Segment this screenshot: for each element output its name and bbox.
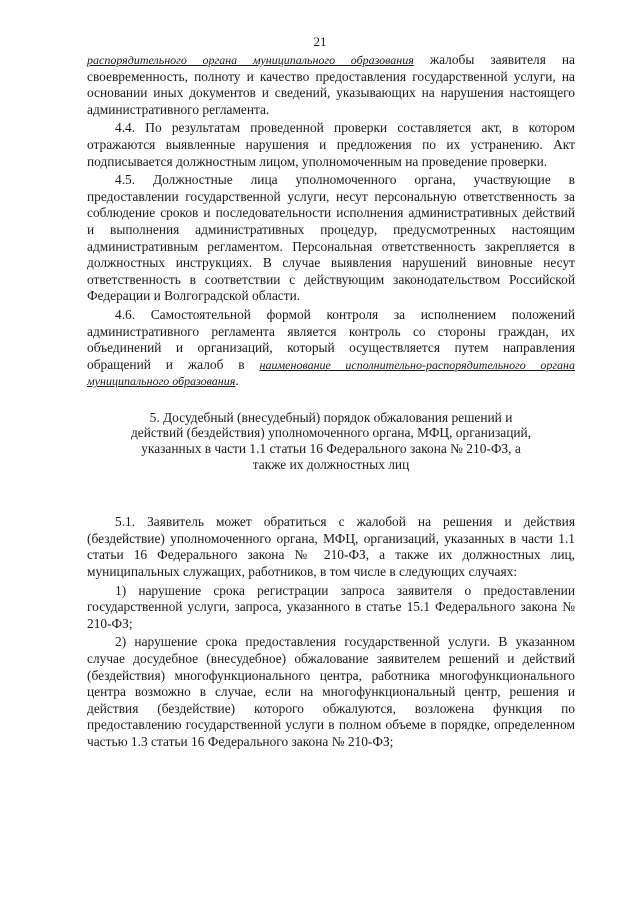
paragraph-end: .	[235, 373, 239, 389]
section-heading: 5. Досудебный (внесудебный) порядок обжалования решений и действий (бездействия) уполномоченного органа, МФЦ, организаций, указанных в части 1.1 статьи 16 Федерального закона № 210-ФЗ, а также их должностных лиц	[130, 409, 532, 472]
italic-placeholder: распорядительного органа муниципального образования	[87, 53, 414, 67]
paragraph-4-4: 4.4. По результатам проведенной проверки составляется акт, в котором отражаются выявленные нарушения и предложения по их устранению. Акт подписывается должностным лицом, уполномоченным на проведение проверки.	[87, 120, 575, 169]
italic-placeholder: наименование исполнительно-распорядительного органа муниципального образования	[87, 357, 575, 389]
document-body	[87, 52, 575, 751]
paragraph-5-1: 5.1. Заявитель может обратиться с жалобой на решения и действия (бездействие) уполномоченного органа, МФЦ, организаций, указанных в части 1.1 статьи 16 Федерального закона № 210-ФЗ, а также их должностных лиц, муниципальных служащих, работников, в том числе в следующих случаях:	[87, 514, 575, 580]
list-item-2: 2) нарушение срока предоставления государственной услуги. В указанном случае досудебное (внесудебное) обжалование заявителем решений и действий (бездействия) многофункционального центра, работника многофункционального центра возможно в случае, если на многофункциональный центр, решения и действия (бездействие) которого обжалуются, возложена функция по предоставлению государственной услуги в полном объеме в порядке, определенном частью 1.3 статьи 16 Федерального закона № 210-ФЗ;	[87, 634, 575, 749]
paragraph-4-5: 4.5. Должностные лица уполномоченного органа, участвующие в предоставлении государственной услуги, несут персональную ответственность за соблюдение сроков и последовательности исполнения административных действий и выполнения административных процедур, предусмотренных настоящим административным регламентом. Персональная ответственность закрепляется в должностных инструкциях. В случае выявления нарушений виновные несут ответственность в соответствии с действующим законодательством Российской Федерации и Волгоградской области.	[87, 172, 575, 304]
paragraph-4-6	[87, 307, 575, 390]
paragraph-text: жалобы заявителя на своевременность, полноту и качество предоставления государственной услуги, на основании иных документов и сведений, указывающих на нарушения настоящего административного регламента.	[87, 52, 575, 117]
list-item-1: 1) нарушение срока регистрации запроса заявителя о предоставлении государственной услуги, запроса, указанного в статье 15.1 Федерального закона № 210-ФЗ;	[87, 582, 575, 631]
paragraph-text: 4.6. Самостоятельной формой контроля за исполнением положений административного регламента является контроль со стороны граждан, их объединений и организаций, который осуществляется путем направления обращений и жалоб в	[87, 306, 575, 372]
paragraph-continuation	[87, 52, 575, 118]
page-number: 21	[313, 34, 327, 49]
